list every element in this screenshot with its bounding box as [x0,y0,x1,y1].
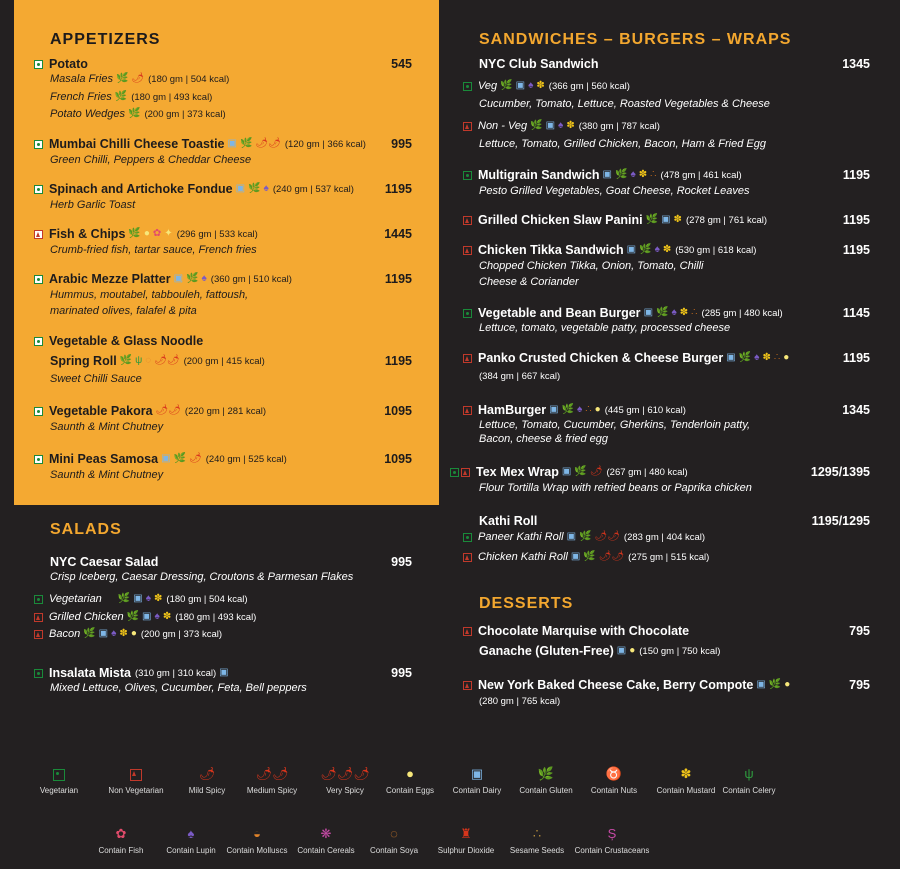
gluten-icon: 🌿 [128,108,141,119]
soya-icon: ◌ [390,826,398,841]
sub-item [34,628,222,640]
sub-item-name: Chicken Kathi Roll [478,551,568,563]
item-meta: (180 gm | 504 kcal) [148,73,230,85]
item-name: New York Baked Cheese Cake, Berry Compote [478,678,754,692]
veg-mark-icon [34,275,43,284]
menu-item [463,624,689,638]
celery-icon: ψ [744,766,754,781]
item-name: Insalata Mista [49,666,131,680]
item-price: 995 [391,666,412,680]
item-price: 1195 [384,354,412,368]
item-description: Sweet Chilli Sauce [50,373,142,385]
lupin-icon: ♠ [201,273,207,284]
gluten-icon: 🌿 [128,228,141,239]
item-name: Ganache (Gluten-Free) [479,644,614,658]
lupin-icon: ♠ [187,826,195,841]
item-name: Grilled Chicken Slaw Panini [478,213,643,227]
legend-label: Sesame Seeds [509,846,565,855]
legend-soya [354,826,434,855]
item-name: Mini Peas Samosa [49,452,159,466]
crustaceans-icon: Ș [607,826,617,841]
item-name: NYC Caesar Salad [50,555,159,569]
mustard-icon: ✽ [679,307,689,318]
gluten-icon: 🌿 [114,91,128,102]
item-name: Tex Mex Wrap [476,465,559,479]
nonveg-mark-icon [463,553,472,562]
sub-item [50,91,212,103]
item-name: Vegetable Pakora [49,404,153,418]
item-description: marinated olives, falafel & pita [50,305,197,317]
sub-item-name: Non - Veg [478,120,528,132]
sulphur-icon: ♜ [460,826,472,841]
nuts-icon: ∴ [691,307,698,318]
mustard-icon: ✽ [119,628,128,639]
nonveg-mark-icon [463,122,472,131]
item-meta: (478 gm | 461 kcal) [660,169,742,181]
menu-item [463,213,767,227]
item-description: Bacon, cheese & fried egg [479,433,609,445]
item-name: Vegetable and Bean Burger [478,306,641,320]
item-description: Crumb-fried fish, tartar sauce, French fries [50,244,257,256]
gluten-icon: 🌿 [583,551,596,562]
legend-label: Vegetarian [39,786,79,795]
item-meta: (360 gm | 510 kcal) [210,273,292,285]
gluten-icon: 🌿 [83,628,96,639]
menu-item [463,168,742,182]
item-name: Chocolate Marquise with Chocolate [478,624,690,638]
gluten-icon: 🌿 [500,80,513,91]
gluten-icon: 🌿 [639,244,652,255]
item-description: Saunth & Mint Chutney [50,469,164,481]
chili-icon: 🌶 [188,453,202,464]
sub-item-name: Grilled Chicken [49,611,124,623]
veg-mark-icon [34,60,43,69]
chili-icon: 🌶🌶 [255,766,289,781]
item-price: 1195 [842,351,870,365]
appetizers-heading: APPETIZERS [50,31,161,48]
legend-label: Non Vegetarian [108,786,164,795]
desserts-heading: DESSERTS [479,595,574,612]
soya-icon: ◌ [145,355,152,366]
item-name: Vegetable & Glass Noodle [49,334,204,348]
item-name: Kathi Roll [479,514,538,528]
item-description: Lettuce, Tomato, Grilled Chicken, Bacon, Ham & Fried Egg [479,138,766,150]
chili-icon: 🌶 [131,73,145,84]
nonveg-mark-icon [463,406,472,415]
sub-item [50,108,226,120]
item-name: Spring Roll [50,354,117,368]
gluten-icon: 🌿 [579,531,592,542]
nonveg-mark-icon [130,769,142,781]
legend-label: Contain Molluscs [226,846,288,855]
legend-non-vegetarian [96,766,176,795]
menu-item [34,666,229,680]
mustard-icon: ✽ [673,214,682,225]
dairy-icon: ▣ [756,679,766,690]
gluten-icon: 🌿 [248,183,261,194]
legend-dairy [437,766,517,795]
gluten-icon: 🌿 [239,138,253,149]
chili-icon: 🌶🌶 [154,355,180,366]
veg-mark-icon [34,595,43,604]
item-meta: (384 gm | 667 kcal) [479,371,561,382]
chili-icon: 🌶🌶 [155,405,181,416]
sesame-icon: ∴ [532,826,542,841]
veg-mark-icon [463,309,472,318]
item-meta: (310 gm | 310 kcal) [134,667,217,679]
sub-item-name: Veg [478,80,498,92]
item-description: Pesto Grilled Vegetables, Goat Cheese, Rocket Leaves [479,185,750,197]
menu-item [34,334,203,348]
item-name: NYC Club Sandwich [479,57,599,71]
sub-item [463,120,660,132]
egg-icon: ● [130,628,137,639]
item-description: Cheese & Coriander [479,276,579,288]
item-name: HamBurger [478,403,547,417]
item-price: 795 [849,678,870,692]
gluten-icon: 🌿 [738,352,752,363]
item-meta: (267 gm | 480 kcal) [606,466,688,478]
lupin-icon: ♠ [558,120,564,131]
item-meta: (150 gm | 750 kcal) [639,645,721,657]
veg-mark-icon [34,669,43,678]
gluten-icon: 🌿 [561,404,574,415]
item-price: 1095 [384,404,412,418]
gluten-icon: 🌿 [537,766,555,781]
chili-icon: 🌶🌶 [598,551,625,562]
item-name: Mumbai Chilli Cheese Toastie [49,137,225,151]
item-price: 1345 [842,57,870,71]
menu-item [450,465,688,479]
mustard-icon: ✽ [638,169,648,180]
item-price: 1195 [842,243,870,257]
item-description: Saunth & Mint Chutney [50,421,164,433]
legend-fish [81,826,161,855]
dairy-icon: ▣ [98,628,109,639]
mustard-icon: ✽ [154,593,163,604]
item-price: 1295/1395 [810,465,870,479]
gluten-icon: 🌿 [615,169,628,180]
item-meta: (380 gm | 787 kcal) [578,120,660,132]
item-meta: (280 gm | 765 kcal) [479,696,561,707]
menu-item [34,137,366,151]
item-price: 1195 [384,272,412,286]
legend-vegetarian [19,766,99,795]
item-meta: (530 gm | 618 kcal) [675,244,757,256]
egg-icon: ● [143,228,150,239]
item-meta: (283 gm | 404 kcal) [623,531,706,543]
gluten-icon: 🌿 [126,611,140,622]
lupin-icon: ♠ [263,183,269,194]
legend-label: Very Spicy [326,786,364,795]
nonveg-mark-icon [463,216,472,225]
legend-label: Mild Spicy [188,786,226,795]
nuts-icon: ∴ [773,352,781,363]
lupin-icon: ♠ [576,404,583,415]
dairy-icon: ▣ [545,120,556,131]
item-description: Crisp Iceberg, Caesar Dressing, Croutons & Parmesan Flakes [50,571,354,583]
legend-molluscs [217,826,297,855]
lupin-icon: ♠ [630,169,636,180]
dairy-icon: ▣ [549,404,559,415]
veg-mark-icon [53,769,65,781]
dairy-icon: ▣ [566,531,577,542]
legend-label: Contain Mustard [656,786,716,795]
item-meta: (240 gm | 537 kcal) [272,183,354,195]
gluten-icon: 🌿 [530,120,543,131]
sub-item [34,611,256,623]
sub-item [34,593,248,605]
mustard-icon: ✽ [536,80,545,91]
item-description: Lettuce, tomato, vegetable patty, processed cheese [479,322,731,334]
gluten-icon: 🌿 [115,73,129,84]
sub-item-name: Potato Wedges [50,108,126,120]
dairy-icon: ▣ [570,551,581,562]
legend-label: Contain Nuts [590,786,638,795]
item-meta: (278 gm | 761 kcal) [685,214,768,226]
item-name: Chicken Tikka Sandwich [478,243,624,257]
item-name: Spinach and Artichoke Fondue [49,182,233,196]
veg-mark-icon [34,337,43,346]
dairy-icon: ▣ [661,214,671,225]
egg-icon: ● [406,766,414,781]
menu-item-line [50,354,265,368]
menu-item-potato [34,57,88,71]
legend-sesame [497,826,577,855]
lupin-icon: ♠ [145,593,152,604]
item-meta: (240 gm | 525 kcal) [205,453,287,465]
item-meta: (220 gm | 281 kcal) [184,405,267,417]
item-price: 995 [391,137,412,151]
dairy-icon: ▣ [161,453,171,464]
item-price: 1345 [842,403,870,417]
legend-label: Medium Spicy [246,786,298,795]
menu-item [463,403,686,417]
egg-icon: ● [783,352,790,363]
item-description: Hummus, moutabel, tabbouleh, fattoush, [50,289,249,301]
dairy-icon: ▣ [235,183,246,194]
legend-medium-spicy [232,766,312,795]
fish-icon: ✿ [152,228,162,239]
sub-item-name: Paneer Kathi Roll [478,531,564,543]
sub-item [463,551,709,563]
item-meta: (296 gm | 533 kcal) [176,228,258,240]
veg-mark-icon [34,140,43,149]
dairy-icon: ▣ [133,593,143,604]
chili-icon: 🌶 [198,766,216,781]
gluten-icon: 🌿 [656,307,669,318]
item-price: 795 [849,624,870,638]
menu-item-line [479,644,720,658]
item-meta: (200 gm | 373 kcal) [140,628,223,640]
salads-heading: SALADS [50,521,122,538]
menu-item [34,452,287,466]
dairy-icon: ▣ [515,80,526,91]
nonveg-mark-icon [463,681,472,690]
mustard-icon: ✽ [662,244,672,255]
item-description: Mixed Lettuce, Olives, Cucumber, Feta, Bell peppers [50,682,307,694]
egg-icon: ● [629,645,636,656]
lupin-icon: ♠ [754,352,760,363]
item-price: 1195 [842,213,870,227]
item-name: Multigrain Sandwich [478,168,600,182]
nonveg-mark-icon [463,246,472,255]
celery-icon: ψ [135,355,143,366]
sub-item-name: Masala Fries [50,73,113,85]
chili-icon: 🌶🌶 [255,138,281,149]
nonveg-mark-icon [34,630,43,639]
item-description: Green Chilli, Peppers & Cheddar Cheese [50,154,252,166]
veg-mark-icon [34,407,43,416]
gluten-icon: 🌿 [768,679,782,690]
menu-item [463,351,789,365]
item-description: Cucumber, Tomato, Lettuce, Roasted Vegetables & Cheese [479,98,770,110]
nonveg-mark-icon [463,627,472,636]
menu-item [34,404,266,418]
item-description: Chopped Chicken Tikka, Onion, Tomato, Chilli [479,260,704,272]
item-description: Flour Tortilla Wrap with refried beans or Paprika chicken [479,482,752,494]
legend-label: Contain Crustaceans [574,846,650,855]
menu-item [463,678,790,692]
dairy-icon: ▣ [219,667,229,678]
item-meta: (200 gm | 373 kcal) [144,108,226,120]
gluten-icon: 🌿 [173,453,186,464]
legend-label: Contain Eggs [385,786,435,795]
item-description: Lettuce, Tomato, Cucumber, Gherkins, Tenderloin patty, [479,419,751,431]
legend-label: Contain Soya [369,846,419,855]
chili-icon: 🌶🌶🌶 [320,766,370,781]
lupin-icon: ♠ [111,628,117,639]
item-meta: (285 gm | 480 kcal) [701,307,783,319]
menu-item [463,243,756,257]
item-price: 545 [391,57,412,71]
legend-crustaceans [572,826,652,855]
item-name: Fish & Chips [49,227,126,241]
item-meta: (366 gm | 560 kcal) [548,80,630,92]
lupin-icon: ♠ [528,80,534,91]
nuts-icon: ∴ [585,404,592,415]
item-price: 1195 [384,182,412,196]
menu-item [34,272,292,286]
molluscs-icon: ◒ [253,826,261,841]
lupin-icon: ♠ [654,244,660,255]
dairy-icon: ▣ [726,352,736,363]
legend-label: Contain Gluten [519,786,573,795]
veg-mark-icon [450,468,459,477]
menu-item [463,306,783,320]
legend-label: Contain Dairy [452,786,502,795]
egg-icon: ● [594,404,601,415]
item-meta: (180 gm | 504 kcal) [166,593,248,605]
item-meta: (200 gm | 415 kcal) [183,355,265,367]
legend-celery [709,766,789,795]
gluten-icon: 🌿 [186,273,199,284]
mustard-icon: ✦ [164,228,173,239]
sub-item [463,80,630,92]
veg-mark-icon [34,455,43,464]
item-description: Herb Garlic Toast [50,199,136,211]
dairy-icon: ▣ [602,169,612,180]
sub-item-name: Bacon [49,628,81,640]
item-price: 1095 [384,452,412,466]
legend-label: Contain Celery [722,786,776,795]
nuts-icon: ∴ [650,169,657,180]
legend-label: Contain Cereals [297,846,355,855]
legend-label: Sulphur Dioxide [437,846,495,855]
dairy-icon: ▣ [142,611,152,622]
legend-label: Contain Lupin [166,846,216,855]
mustard-icon: ✽ [566,120,575,131]
gluten-icon: 🌿 [645,214,659,225]
item-name: Arabic Mezze Platter [49,272,171,286]
mustard-icon: ✽ [762,352,771,363]
nonveg-mark-icon [463,354,472,363]
legend-label: Contain Fish [98,846,144,855]
veg-mark-icon [34,185,43,194]
item-price: 1445 [384,227,412,241]
item-name: Potato [49,57,88,71]
gluten-icon: 🌿 [119,355,133,366]
nonveg-mark-icon [34,613,43,622]
dairy-icon: ▣ [227,138,237,149]
item-meta: (180 gm | 493 kcal) [175,611,257,623]
item-meta: (445 gm | 610 kcal) [604,404,686,416]
veg-mark-icon [463,171,472,180]
dairy-icon: ▣ [561,466,572,477]
sandwiches-heading: SANDWICHES – BURGERS – WRAPS [479,31,792,48]
dairy-icon: ▣ [173,273,184,284]
veg-mark-icon [463,82,472,91]
lupin-icon: ♠ [671,307,677,318]
dairy-icon: ▣ [626,244,637,255]
egg-icon: ● [784,679,791,690]
mustard-icon: ✽ [162,611,172,622]
legend-nuts [574,766,654,795]
sub-item-name: French Fries [50,91,112,103]
item-meta: (120 gm | 366 kcal) [284,138,366,150]
dairy-icon: ▣ [470,766,484,781]
chili-icon: 🌶🌶 [594,531,620,542]
item-name: Panko Crusted Chicken & Cheese Burger [478,351,724,365]
item-meta: (275 gm | 515 kcal) [628,551,710,563]
mustard-icon: ✽ [680,766,692,781]
menu-item [34,227,258,241]
nonveg-mark-icon [461,468,470,477]
nuts-icon: ♉ [605,766,623,781]
item-meta: (180 gm | 493 kcal) [131,91,213,103]
lupin-icon: ♠ [154,611,160,622]
item-price: 1145 [842,306,870,320]
sub-item [50,73,229,85]
gluten-icon: 🌿 [117,593,131,604]
gluten-icon: 🌿 [574,466,587,477]
dairy-icon: ▣ [643,307,654,318]
fish-icon: ✿ [115,826,127,841]
veg-mark-icon [463,533,472,542]
item-price: 1195/1295 [811,514,870,528]
sub-item-name: Vegetarian [49,593,102,605]
legend-sulphur [426,826,506,855]
chili-icon: 🌶 [589,466,603,477]
dairy-icon: ▣ [616,645,627,656]
nonveg-mark-icon [34,230,43,239]
item-price: 1195 [842,168,870,182]
item-price: 995 [391,555,412,569]
sub-item [463,531,705,543]
cereals-icon: ❋ [320,826,332,841]
menu-item [34,182,354,196]
